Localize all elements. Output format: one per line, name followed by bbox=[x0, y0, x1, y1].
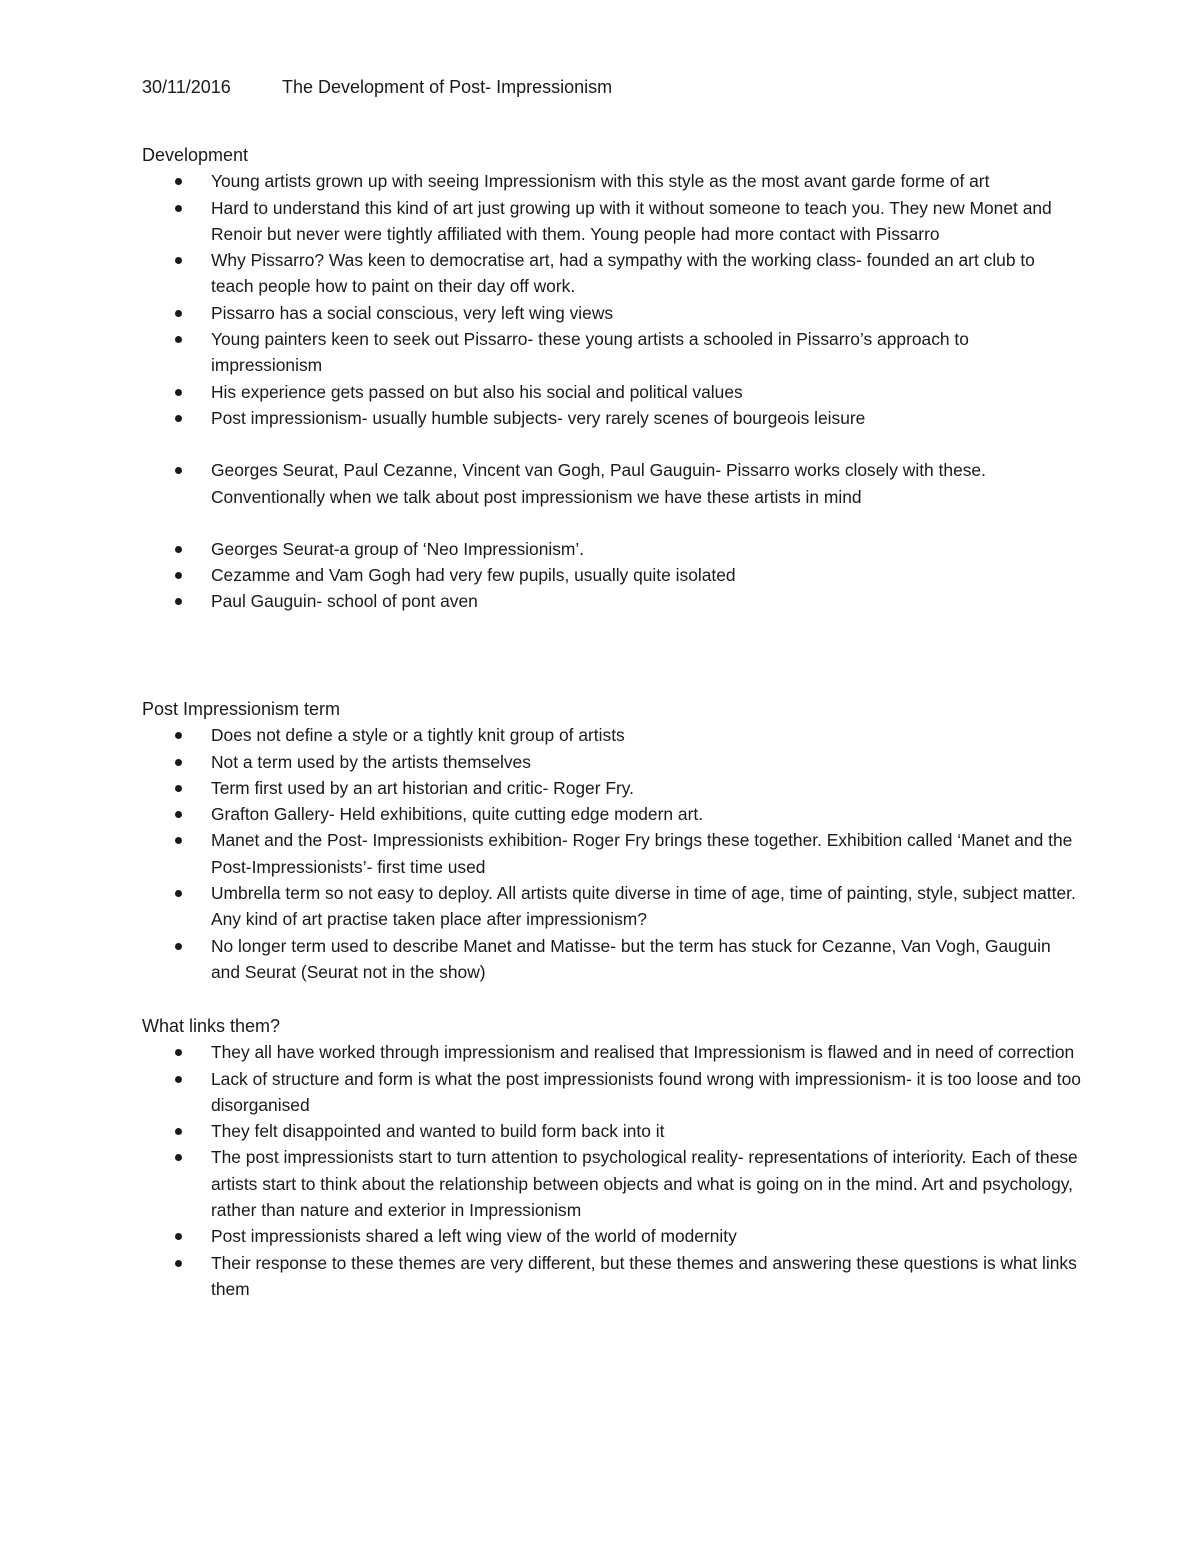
bullet-item: Term first used by an art historian and critic- Roger Fry. bbox=[142, 775, 1082, 801]
bullet-item: Grafton Gallery- Held exhibitions, quite cutting edge modern art. bbox=[142, 801, 1082, 827]
bullet-item: The post impressionists start to turn attention to psychological reality- representations of interiority. Each of these artists start to think about the relationship between objects and what is going on in the mind. Art and psychology, rather than nature and exterior in Impressionism bbox=[142, 1144, 1082, 1223]
bullet-item: Georges Seurat, Paul Cezanne, Vincent van Gogh, Paul Gauguin- Pissarro works closely with these. Conventionally when we talk about post impressionism we have these artists in mind bbox=[142, 457, 1082, 510]
section-development bbox=[142, 142, 1082, 615]
bullet-item: Post impressionism- usually humble subjects- very rarely scenes of bourgeois leisure bbox=[142, 405, 1082, 431]
bullet-item: Cezamme and Vam Gogh had very few pupils, usually quite isolated bbox=[142, 562, 1082, 588]
bullet-item: They felt disappointed and wanted to build form back into it bbox=[142, 1118, 1082, 1144]
bullet-list bbox=[142, 1039, 1082, 1302]
section-heading: Post Impressionism term bbox=[142, 699, 341, 719]
bullet-item: Umbrella term so not easy to deploy. All artists quite diverse in time of age, time of painting, style, subject matter. Any kind of art practise taken place after impressionism? bbox=[142, 880, 1082, 933]
bullet-item: Not a term used by the artists themselves bbox=[142, 749, 1082, 775]
bullet-item: Young painters keen to seek out Pissarro- these young artists a schooled in Pissarro’s approach to impressionism bbox=[142, 326, 1082, 379]
bullet-list bbox=[142, 168, 1082, 614]
bullet-item: Young artists grown up with seeing Impressionism with this style as the most avant garde forme of art bbox=[142, 168, 1082, 194]
bullet-item: They all have worked through impressionism and realised that Impressionism is flawed and in need of correction bbox=[142, 1039, 1082, 1065]
bullet-item: Georges Seurat-a group of ‘Neo Impressionism’. bbox=[142, 536, 1082, 562]
section-heading: Development bbox=[142, 145, 249, 165]
bullet-item: Hard to understand this kind of art just growing up with it without someone to teach you. They new Monet and Renoir but never were tightly affiliated with them. Young people had more contact with Pissarro bbox=[142, 195, 1082, 248]
document-title: The Development of Post- Impressionism bbox=[282, 77, 613, 97]
bullet-item: Their response to these themes are very different, but these themes and answering these questions is what links them bbox=[142, 1250, 1082, 1303]
section-heading: What links them? bbox=[142, 1016, 281, 1036]
section-post-impressionism-term bbox=[142, 696, 1082, 985]
bullet-item: Manet and the Post- Impressionists exhibition- Roger Fry brings these together. Exhibition called ‘Manet and the Post-Impressionists’- first time used bbox=[142, 827, 1082, 880]
bullet-item: Paul Gauguin- school of pont aven bbox=[142, 588, 1082, 614]
document-date: 30/11/2016 bbox=[142, 77, 231, 97]
bullet-list bbox=[142, 722, 1082, 985]
bullet-item: Lack of structure and form is what the post impressionists found wrong with impressionism- it is too loose and too disorganised bbox=[142, 1066, 1082, 1119]
bullet-item: Post impressionists shared a left wing view of the world of modernity bbox=[142, 1223, 1082, 1249]
bullet-item: Does not define a style or a tightly knit group of artists bbox=[142, 722, 1082, 748]
bullet-item: His experience gets passed on but also his social and political values bbox=[142, 379, 1082, 405]
bullet-item: No longer term used to describe Manet and Matisse- but the term has stuck for Cezanne, Van Vogh, Gauguin and Seurat (Seurat not in the show) bbox=[142, 933, 1082, 986]
bullet-item: Why Pissarro? Was keen to democratise art, had a sympathy with the working class- founded an art club to teach people how to paint on their day off work. bbox=[142, 247, 1082, 300]
bullet-item: Pissarro has a social conscious, very left wing views bbox=[142, 300, 1082, 326]
section-what-links-them bbox=[142, 1013, 1082, 1302]
document-header bbox=[142, 74, 612, 100]
